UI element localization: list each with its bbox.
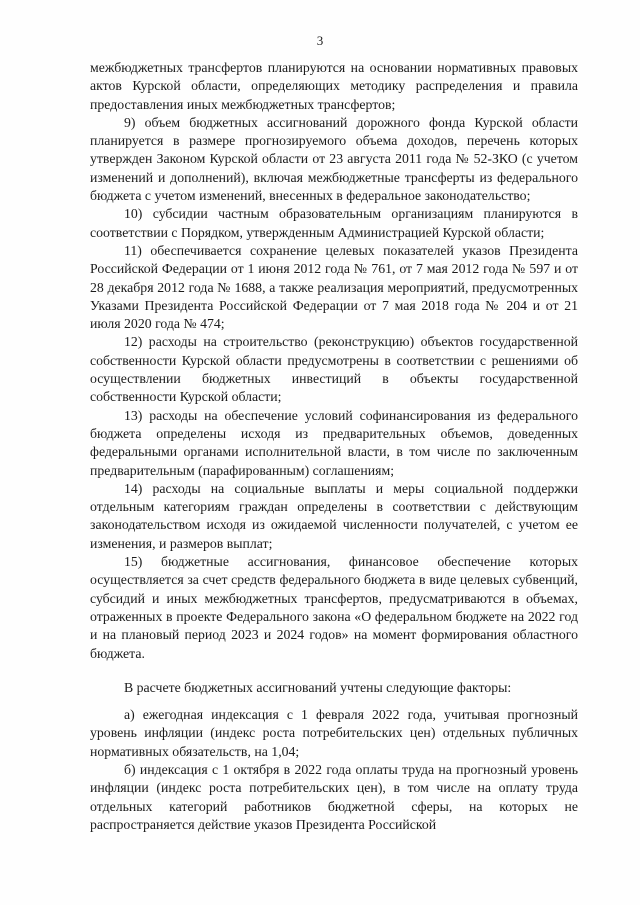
paragraph-transfers-continuation: межбюджетных трансфертов планируются на основании нормативных правовых актов Курской области, определяющих методику распределения и правила предоставления иных межбюджетных трансфертов; xyxy=(90,60,578,112)
paragraph-item-14: 14) расходы на социальные выплаты и меры социальной поддержки отдельным категориям граждан определены в соответствии с действующим законодательством исходя из ожидаемой численности получателей, с учетом ее изменения, и размеров выплат; xyxy=(90,480,578,551)
body-text xyxy=(90,59,578,834)
paragraph-factor-a: а) ежегодная индексация с 1 февраля 2022 года, учитывая прогнозный уровень инфляции (индекс роста потребительских цен) отдельных публичных нормативных обязательств, на 1,04; xyxy=(90,707,578,759)
paragraph-item-15: 15) бюджетные ассигнования, финансовое обеспечение которых осуществляется за счет средств федерального бюджета в виде целевых субвенций, субсидий и иных межбюджетных трансфертов, предусматриваются в объемах, отраженных в проекте Федерального закона «О федеральном бюджете на 2022 год и на плановый период 2023 и 2024 годов» на момент формирования областного бюджета. xyxy=(90,554,578,661)
spacer xyxy=(90,663,578,679)
paragraph-factors-heading: В расчете бюджетных ассигнований учтены следующие факторы: xyxy=(124,679,512,695)
paragraph-item-9: 9) объем бюджетных ассигнований дорожного фонда Курской области планируется в размере прогнозируемого объема доходов, перечень которых утвержден Законом Курской области от 23 августа 2011 года № 52-ЗКО (с учетом изменений и дополнений), включая межбюджетные трансферты из федерального бюджета с учетом изменений, внесенных в федеральное законодательство; xyxy=(90,114,578,204)
paragraph-item-13: 13) расходы на обеспечение условий софинансирования из федерального бюджета определены исходя из предварительных объемов, доведенных федеральными органами исполнительной власти, в том числе по заключенным предварительным (парафированным) соглашениям; xyxy=(90,407,578,478)
page-number: 3 xyxy=(316,33,324,48)
paragraph-item-10: 10) субсидии частным образовательным организациям планируются в соответствии с Порядком, утвержденным Администрацией Курской области; xyxy=(90,206,578,240)
paragraph-item-12: 12) расходы на строительство (реконструкцию) объектов государственной собственности Курской области предусмотрены в соответствии с решениями об осуществлении бюджетных инвестиций в объекты государственной собственности Курской области; xyxy=(90,334,578,405)
spacer xyxy=(90,697,578,706)
paragraph-item-11: 11) обеспечивается сохранение целевых показателей указов Президента Российской Федерации от 1 июня 2012 года № 761, от 7 мая 2012 года № 597 и от 28 декабря 2012 года № 1688, а также реализация мероприятий, предусмотренных Указами Президента Российской Федерации от 7 мая 2018 года № 204 и от 21 июля 2020 года № 474; xyxy=(90,242,578,332)
paragraph-factor-b: б) индексация с 1 октября в 2022 года оплаты труда на прогнозный уровень инфляции (индекс роста потребительских цен), в том числе на оплату труда отдельных категорий работников бюджетной сферы, на которых не распространяется действие указов Президента Российской xyxy=(90,761,578,832)
